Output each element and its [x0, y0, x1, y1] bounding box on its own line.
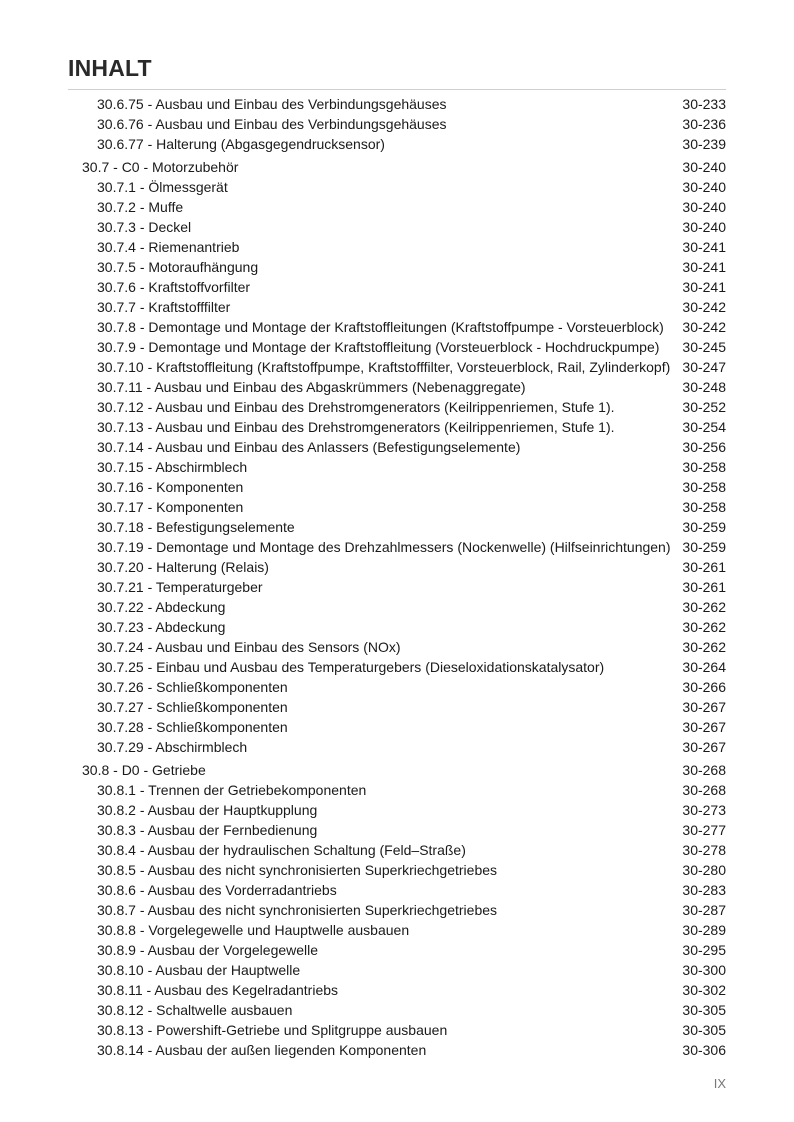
toc-entry[interactable] — [0, 820, 794, 840]
toc-entry[interactable] — [0, 497, 794, 517]
toc-entry-page: 30-261 — [682, 579, 726, 595]
toc-entry-label: 30.8.9 - Ausbau der Vorgelegewelle — [97, 942, 319, 958]
toc-entry[interactable] — [0, 377, 794, 397]
toc-entry[interactable] — [0, 297, 794, 317]
toc-entry-page: 30-266 — [682, 679, 726, 695]
toc-entry-label: 30.7.3 - Deckel — [97, 219, 192, 235]
toc-entry-page: 30-239 — [682, 136, 726, 152]
toc-entry-page: 30-273 — [682, 802, 726, 818]
toc-entry[interactable] — [0, 317, 794, 337]
toc-entry-page: 30-259 — [682, 519, 726, 535]
toc-entry[interactable] — [0, 657, 794, 677]
toc-section-heading[interactable] — [0, 157, 794, 177]
toc-entry-page: 30-240 — [682, 159, 726, 175]
toc-entry[interactable] — [0, 257, 794, 277]
toc-entry-page: 30-295 — [682, 942, 726, 958]
toc-entry-label: 30.7.9 - Demontage und Montage der Kraftstoffleitung (Vorsteuerblock - Hochdruckpumpe) — [97, 339, 660, 355]
page-title: INHALT — [68, 55, 152, 81]
toc-entry-page: 30-252 — [682, 399, 726, 415]
toc-entry-label: 30.8.7 - Ausbau des nicht synchronisierten Superkriechgetriebes — [97, 902, 498, 918]
toc-entry-page: 30-241 — [682, 259, 726, 275]
toc-entry-label: 30.8.14 - Ausbau der außen liegenden Komponenten — [97, 1042, 427, 1058]
toc-entry-label: 30.7.7 - Kraftstofffilter — [97, 299, 231, 315]
toc-entry[interactable] — [0, 114, 794, 134]
toc-entry[interactable] — [0, 940, 794, 960]
toc-entry-page: 30-258 — [682, 499, 726, 515]
toc-entry[interactable] — [0, 780, 794, 800]
toc-entry-label: 30.7.11 - Ausbau und Einbau des Abgaskrümmers (Nebenaggregate) — [97, 379, 526, 395]
toc-entry-page: 30-242 — [682, 319, 726, 335]
toc-entry-label: 30.7.10 - Kraftstoffleitung (Kraftstoffpumpe, Kraftstofffilter, Vorsteuerblock, Rail, Zylinderkopf) — [97, 359, 671, 375]
toc-entry-page: 30-267 — [682, 719, 726, 735]
toc-entry-page: 30-262 — [682, 599, 726, 615]
toc-entry-page: 30-247 — [682, 359, 726, 375]
toc-entry-page: 30-277 — [682, 822, 726, 838]
toc-entry-page: 30-254 — [682, 419, 726, 435]
toc-entry-label: 30.7.20 - Halterung (Relais) — [97, 559, 269, 575]
toc-entry-page: 30-258 — [682, 479, 726, 495]
toc-entry-label: 30.7.12 - Ausbau und Einbau des Drehstromgenerators (Keilrippenriemen, Stufe 1). — [97, 399, 615, 415]
toc-entry-label: 30.6.76 - Ausbau und Einbau des Verbindungsgehäuses — [97, 116, 447, 132]
toc-entry-label: 30.8.10 - Ausbau der Hauptwelle — [97, 962, 301, 978]
toc-entry-label: 30.6.75 - Ausbau und Einbau des Verbindungsgehäuses — [97, 96, 447, 112]
toc-entry-page: 30-267 — [682, 739, 726, 755]
toc-entry-page: 30-245 — [682, 339, 726, 355]
toc-entry-page: 30-262 — [682, 639, 726, 655]
toc-entry[interactable] — [0, 537, 794, 557]
toc-entry-label: 30.7.14 - Ausbau und Einbau des Anlassers (Befestigungselemente) — [97, 439, 521, 455]
toc-entry[interactable] — [0, 417, 794, 437]
toc-entry-label: 30.7.15 - Abschirmblech — [97, 459, 248, 475]
toc-entry-label: 30.7.19 - Demontage und Montage des Drehzahlmessers (Nockenwelle) (Hilfseinrichtungen) — [97, 539, 671, 555]
toc-entry-label: 30.7.18 - Befestigungselemente — [97, 519, 295, 535]
toc-entry-page: 30-241 — [682, 279, 726, 295]
toc-entry[interactable] — [0, 697, 794, 717]
toc-entry-page: 30-289 — [682, 922, 726, 938]
toc-entry[interactable] — [0, 637, 794, 657]
toc-entry[interactable] — [0, 477, 794, 497]
toc-list — [0, 94, 794, 1060]
toc-entry[interactable] — [0, 617, 794, 637]
toc-entry-page: 30-240 — [682, 199, 726, 215]
toc-entry[interactable] — [0, 134, 794, 154]
toc-entry[interactable] — [0, 197, 794, 217]
toc-entry-label: 30.7 - C0 - Motorzubehör — [82, 159, 239, 175]
toc-entry-page: 30-240 — [682, 179, 726, 195]
toc-entry[interactable] — [0, 717, 794, 737]
toc-entry-label: 30.7.22 - Abdeckung — [97, 599, 226, 615]
toc-entry-label: 30.7.28 - Schließkomponenten — [97, 719, 288, 735]
toc-entry-label: 30.7.13 - Ausbau und Einbau des Drehstromgenerators (Keilrippenriemen, Stufe 1). — [97, 419, 615, 435]
toc-entry[interactable] — [0, 860, 794, 880]
toc-entry-page: 30-306 — [682, 1042, 726, 1058]
toc-entry-label: 30.6.77 - Halterung (Abgasgegendrucksensor) — [97, 136, 385, 152]
toc-entry-page: 30-287 — [682, 902, 726, 918]
toc-entry[interactable] — [0, 960, 794, 980]
toc-entry-label: 30.7.16 - Komponenten — [97, 479, 244, 495]
toc-entry-page: 30-262 — [682, 619, 726, 635]
toc-entry-label: 30.7.24 - Ausbau und Einbau des Sensors (NOx) — [97, 639, 401, 655]
toc-entry[interactable] — [0, 677, 794, 697]
toc-entry-page: 30-241 — [682, 239, 726, 255]
toc-entry-page: 30-261 — [682, 559, 726, 575]
toc-entry-label: 30.7.26 - Schließkomponenten — [97, 679, 288, 695]
toc-entry-label: 30.7.27 - Schließkomponenten — [97, 699, 288, 715]
toc-entry-page: 30-258 — [682, 459, 726, 475]
toc-entry-label: 30.7.17 - Komponenten — [97, 499, 244, 515]
toc-entry[interactable] — [0, 597, 794, 617]
toc-entry[interactable] — [0, 337, 794, 357]
toc-entry[interactable] — [0, 397, 794, 417]
toc-entry-page: 30-242 — [682, 299, 726, 315]
toc-entry-page: 30-268 — [682, 762, 726, 778]
toc-entry[interactable] — [0, 217, 794, 237]
toc-entry[interactable] — [0, 437, 794, 457]
toc-entry-page: 30-300 — [682, 962, 726, 978]
toc-entry-page: 30-259 — [682, 539, 726, 555]
toc-entry-page: 30-305 — [682, 1002, 726, 1018]
toc-entry[interactable] — [0, 557, 794, 577]
toc-entry-label: 30.7.21 - Temperaturgeber — [97, 579, 263, 595]
toc-entry-label: 30.7.29 - Abschirmblech — [97, 739, 248, 755]
toc-entry[interactable] — [0, 1040, 794, 1060]
toc-entry[interactable] — [0, 880, 794, 900]
page-number: IX — [713, 1076, 726, 1091]
toc-entry-label: 30.8.8 - Vorgelegewelle und Hauptwelle ausbauen — [97, 922, 410, 938]
toc-entry[interactable] — [0, 357, 794, 377]
toc-entry-label: 30.8.1 - Trennen der Getriebekomponenten — [97, 782, 367, 798]
toc-entry-label: 30.8.4 - Ausbau der hydraulischen Schaltung (Feld–Straße) — [97, 842, 466, 858]
toc-entry[interactable] — [0, 840, 794, 860]
toc-entry[interactable] — [0, 577, 794, 597]
toc-entry[interactable] — [0, 457, 794, 477]
toc-entry-page: 30-280 — [682, 862, 726, 878]
toc-entry[interactable] — [0, 1000, 794, 1020]
toc-entry-label: 30.7.4 - Riemenantrieb — [97, 239, 240, 255]
toc-entry-page: 30-305 — [682, 1022, 726, 1038]
toc-entry-label: 30.8.6 - Ausbau des Vorderradantriebs — [97, 882, 337, 898]
toc-entry-page: 30-268 — [682, 782, 726, 798]
toc-entry-page: 30-278 — [682, 842, 726, 858]
toc-entry-label: 30.8.2 - Ausbau der Hauptkupplung — [97, 802, 318, 818]
toc-entry[interactable] — [0, 920, 794, 940]
toc-entry-label: 30.7.25 - Einbau und Ausbau des Temperaturgebers (Dieseloxidationskatalysator) — [97, 659, 605, 675]
title-divider — [68, 89, 726, 90]
toc-entry[interactable] — [0, 94, 794, 114]
toc-entry-label: 30.7.5 - Motoraufhängung — [97, 259, 259, 275]
toc-entry-page: 30-302 — [682, 982, 726, 998]
toc-entry-page: 30-267 — [682, 699, 726, 715]
toc-entry[interactable] — [0, 237, 794, 257]
toc-entry-label: 30.7.6 - Kraftstoffvorfilter — [97, 279, 251, 295]
toc-entry[interactable] — [0, 900, 794, 920]
toc-entry[interactable] — [0, 517, 794, 537]
toc-entry-page: 30-283 — [682, 882, 726, 898]
toc-entry-page: 30-256 — [682, 439, 726, 455]
toc-entry[interactable] — [0, 1020, 794, 1040]
toc-section-heading[interactable] — [0, 760, 794, 780]
toc-entry-page: 30-264 — [682, 659, 726, 675]
toc-entry-page: 30-240 — [682, 219, 726, 235]
toc-entry-page: 30-233 — [682, 96, 726, 112]
toc-entry[interactable] — [0, 177, 794, 197]
toc-entry[interactable] — [0, 800, 794, 820]
toc-entry-label: 30.8.3 - Ausbau der Fernbedienung — [97, 822, 318, 838]
toc-entry-page: 30-248 — [682, 379, 726, 395]
toc-entry-label: 30.8.13 - Powershift-Getriebe und Splitgruppe ausbauen — [97, 1022, 448, 1038]
toc-entry-label: 30.7.23 - Abdeckung — [97, 619, 226, 635]
toc-entry-label: 30.7.2 - Muffe — [97, 199, 184, 215]
toc-entry[interactable] — [0, 737, 794, 757]
toc-entry-label: 30.8.11 - Ausbau des Kegelradantriebs — [97, 982, 339, 998]
toc-entry-label: 30.8.5 - Ausbau des nicht synchronisierten Superkriechgetriebes — [97, 862, 498, 878]
toc-entry[interactable] — [0, 980, 794, 1000]
toc-entry-label: 30.8 - D0 - Getriebe — [82, 762, 206, 778]
toc-entry-label: 30.7.8 - Demontage und Montage der Kraftstoffleitungen (Kraftstoffpumpe - Vorsteuerblock) — [97, 319, 664, 335]
toc-entry[interactable] — [0, 277, 794, 297]
toc-entry-page: 30-236 — [682, 116, 726, 132]
toc-entry-label: 30.7.1 - Ölmessgerät — [97, 179, 228, 195]
toc-entry-label: 30.8.12 - Schaltwelle ausbauen — [97, 1002, 293, 1018]
